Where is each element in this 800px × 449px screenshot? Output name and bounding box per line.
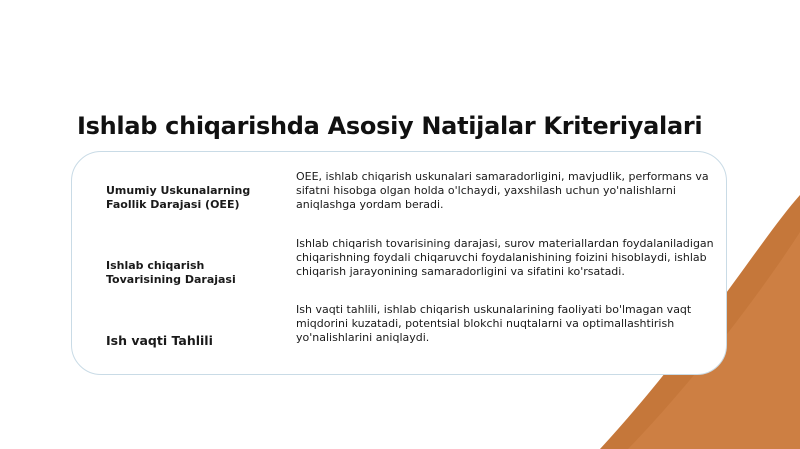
criterion-description-oee: OEE, ishlab chiqarish uskunalari samaradorligini, mavjudlik, performans va sifatni hisobga olgan holda o'lchaydi, yaxshilash uchun yo'nalishlarni aniqlashga yordam beradi. bbox=[296, 170, 709, 211]
criterion-label-yield: Ishlab chiqarish Tovarisining Darajasi bbox=[106, 259, 236, 286]
criterion-label-downtime: Ish vaqti Tahlili bbox=[106, 333, 213, 348]
slide-title: Ishlab chiqarishda Asosiy Natijalar Kriteriyalari bbox=[77, 112, 703, 140]
criterion-label-oee: Umumiy Uskunalarning Faollik Darajasi (OEE) bbox=[106, 184, 251, 211]
criterion-description-yield: Ishlab chiqarish tovarisining darajasi, surov materiallardan foydalaniladigan chiqarishning foydali chiqaruvchi foydalanishining foizini hisoblaydi, ishlab chiqarish jarayonining samaradorligini va sifatini ko'rsatadi. bbox=[296, 237, 714, 278]
criterion-description-downtime: Ish vaqti tahlili, ishlab chiqarish uskunalarining faoliyati bo'lmagan vaqt miqdorini kuzatadi, potentsial blokchi nuqtalarni va optimallashtirish yo'nalishlarini aniqlaydi. bbox=[296, 303, 692, 344]
